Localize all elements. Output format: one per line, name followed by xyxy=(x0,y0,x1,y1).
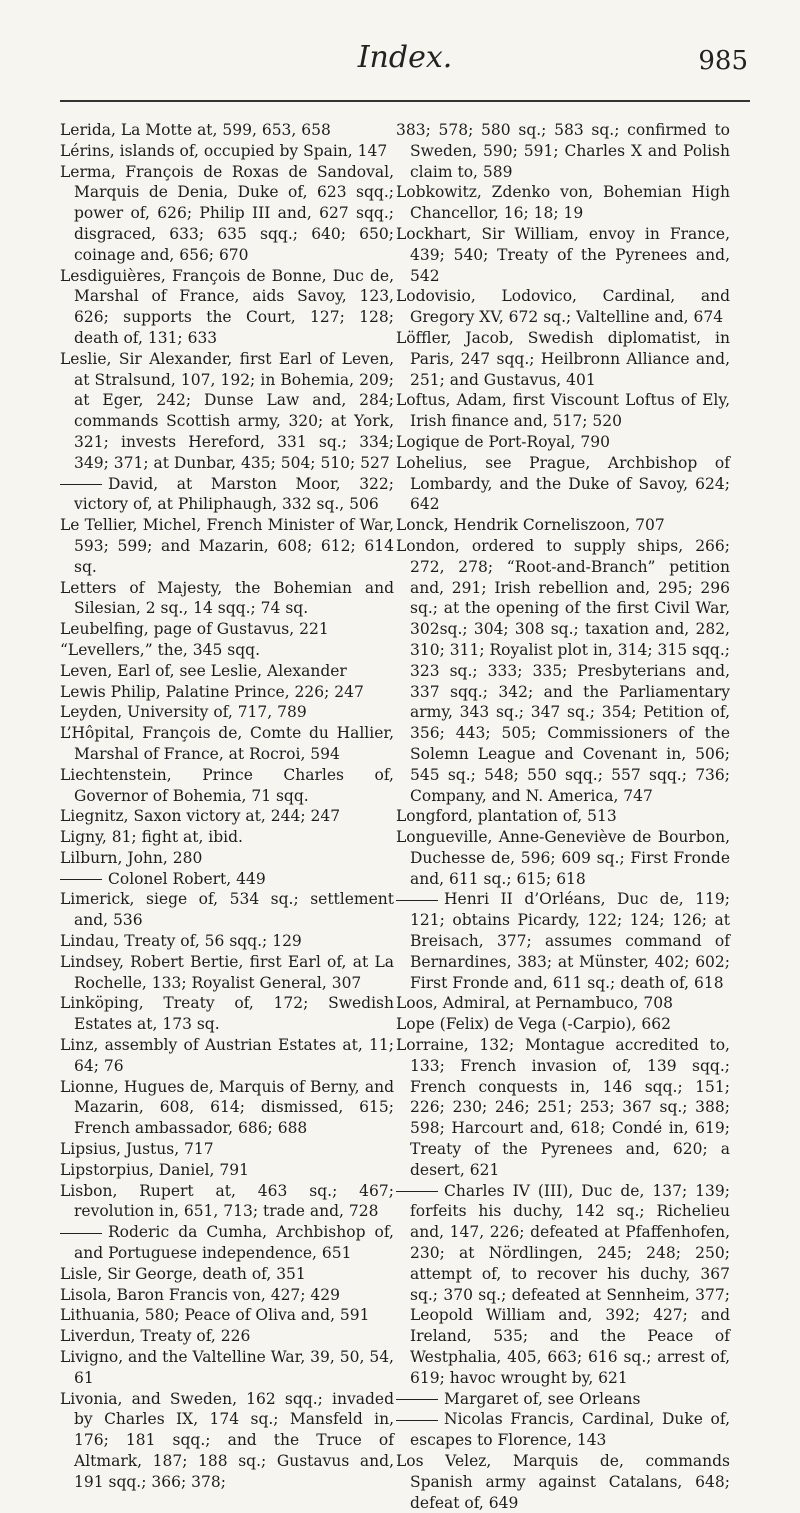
entry-text: Colonel Robert, 449 xyxy=(108,869,266,888)
index-subentry xyxy=(396,1409,730,1451)
index-entry xyxy=(60,848,394,869)
index-subentry xyxy=(396,1389,730,1410)
repeat-dash xyxy=(396,1399,438,1400)
index-entry xyxy=(60,765,394,807)
repeat-dash xyxy=(396,1420,438,1421)
index-entry xyxy=(60,266,394,349)
entry-text: Liverdun, Treaty of, 226 xyxy=(60,1327,251,1346)
index-entry xyxy=(396,328,730,390)
index-subentry xyxy=(396,1181,730,1389)
entry-text: Lope (Felix) de Vega (-Carpio), 662 xyxy=(396,1015,671,1034)
repeat-dash xyxy=(396,900,438,901)
entry-text: Los Velez, Marquis de, commands Spanish army against Catalans, 648; defeat of, 649 xyxy=(396,1452,730,1512)
index-entry xyxy=(396,390,730,432)
entry-text: Lewis Philip, Palatine Prince, 226; 247 xyxy=(60,682,364,701)
index-entry xyxy=(60,993,394,1035)
index-entry xyxy=(60,1139,394,1160)
entry-text: Lipstorpius, Daniel, 791 xyxy=(60,1160,249,1179)
index-column-right xyxy=(396,120,730,1513)
index-entry xyxy=(60,723,394,765)
page-header xyxy=(60,40,750,100)
header-rule xyxy=(60,100,750,102)
index-entry xyxy=(60,1285,394,1306)
entry-text: Lérins, islands of, occupied by Spain, 147 xyxy=(60,141,388,160)
index-entry xyxy=(60,1035,394,1077)
entry-text: Lisle, Sir George, death of, 351 xyxy=(60,1264,306,1283)
index-entry xyxy=(60,702,394,723)
entry-text: Le Tellier, Michel, French Minister of War, 593; 599; and Mazarin, 608; 612; 614 sq. xyxy=(60,516,394,576)
entry-text: Ligny, 81; fight at, ibid. xyxy=(60,828,243,847)
index-entry xyxy=(60,1077,394,1139)
index-entry xyxy=(60,515,394,577)
index-entry xyxy=(396,1014,730,1035)
index-column-left xyxy=(60,120,394,1493)
entry-text: Lisbon, Rupert at, 463 sq.; 467; revolution in, 651, 713; trade and, 728 xyxy=(60,1181,394,1221)
entry-text: L’Hôpital, François de, Comte du Hallier, Marshal of France, at Rocroi, 594 xyxy=(60,724,394,763)
index-entry xyxy=(60,162,394,266)
entry-text: Lindau, Treaty of, 56 sqq.; 129 xyxy=(60,932,302,951)
index-entry xyxy=(60,1264,394,1285)
entry-text: Linz, assembly of Austrian Estates at, 11; 64; 76 xyxy=(60,1036,394,1075)
entry-text: Lonck, Hendrik Corneliszoon, 707 xyxy=(396,516,665,535)
entry-text: Charles IV (III), Duc de, 137; 139; forfeits his duchy, 142 sq.; Richelieu and, 147, 226; defeated at Pfaffenhofen, 230; at Nördlingen, 245; 248; 250; attempt of, to recover his duchy, 367 sq.; 370 sq.; defeated at Sennheim, 377; Leopold William and, 392; 427; and Ireland, 535; and the Peace of Westphalia, 405, 663; 616 sq.; arrest of, 619; havoc wrought by, 621 xyxy=(410,1181,730,1387)
running-title: Index. xyxy=(357,40,453,75)
index-entry xyxy=(396,1035,730,1181)
repeat-dash xyxy=(60,1233,102,1234)
index-entry xyxy=(60,661,394,682)
index-entry xyxy=(60,1347,394,1389)
entry-text: Leubelfing, page of Gustavus, 221 xyxy=(60,620,329,639)
index-entry xyxy=(60,349,394,474)
index-entry xyxy=(60,806,394,827)
entry-text: Logique de Port-Royal, 790 xyxy=(396,432,610,451)
index-entry xyxy=(396,286,730,328)
index-entry xyxy=(60,120,394,141)
repeat-dash xyxy=(60,484,102,485)
entry-text: Leslie, Sir Alexander, first Earl of Leven, at Stralsund, 107, 192; in Bohemia, 209; at Eger, 242; Dunse Law and, 284; commands Scottish army, 320; at York, 321; invests Hereford, 331 sq.; 334; 349; 371; at Dunbar, 435; 504; 510; 527 xyxy=(60,349,394,472)
index-entry xyxy=(396,120,730,182)
entry-text: Letters of Majesty, the Bohemian and Silesian, 2 sq., 14 sqq.; 74 sq. xyxy=(60,578,394,618)
index-entry xyxy=(60,1305,394,1326)
entry-text: Livigno, and the Valtelline War, 39, 50, 54, 61 xyxy=(60,1348,394,1387)
entry-text: Henri II d’Orléans, Duc de, 119; 121; obtains Picardy, 122; 124; 126; at Breisach, 377; assumes command of Bernardines, 383; at Münster, 402; 602; First Fronde and, 611 sq.; death of, 618 xyxy=(410,890,730,992)
index-entry xyxy=(396,453,730,515)
entry-text: Lionne, Hugues de, Marquis of Berny, and Mazarin, 608, 614; dismissed, 615; French ambassador, 686; 688 xyxy=(60,1077,394,1138)
index-entry xyxy=(60,682,394,703)
entry-text: Lilburn, John, 280 xyxy=(60,848,203,867)
index-entry xyxy=(396,827,730,889)
entry-text: Loftus, Adam, first Viscount Loftus of Ely, Irish finance and, 517; 520 xyxy=(396,391,730,431)
index-entry xyxy=(396,806,730,827)
index-entry xyxy=(396,536,730,806)
entry-text: Loos, Admiral, at Pernambuco, 708 xyxy=(396,994,673,1013)
entry-text: “Levellers,” the, 345 sqq. xyxy=(60,640,261,659)
index-subentry xyxy=(60,869,394,890)
entry-text: Lerida, La Motte at, 599, 653, 658 xyxy=(60,121,331,139)
index-entry xyxy=(396,993,730,1014)
entry-text: Limerick, siege of, 534 sq.; settlement and, 536 xyxy=(60,890,394,930)
repeat-dash xyxy=(396,1191,438,1192)
entry-text: Margaret of, see Orleans xyxy=(444,1389,641,1408)
entry-text: Liegnitz, Saxon victory at, 244; 247 xyxy=(60,807,341,826)
entry-text: Lockhart, Sir William, envoy in France, 439; 540; Treaty of the Pyrenees and, 542 xyxy=(396,224,730,285)
entry-text: Liechtenstein, Prince Charles of, Governor of Bohemia, 71 sqq. xyxy=(60,765,394,805)
index-subentry xyxy=(396,889,730,993)
entry-text: London, ordered to supply ships, 266; 272, 278; “Root-and-Branch” petition and, 291; Irish rebellion and, 295; 296 sq.; at the opening of the first Civil War, 302sq.; 304; 308 sq.; taxation and, 282, 310; 311; Royalist plot in, 314; 315 sqq.; 323 sq.; 333; 335; Presbyterians and, 337 sqq.; 342; and the Parliamentary army, 343 sq.; 347 sq.; 354; Petition of, 356; 443; 505; Commissioners of the Solemn League and Covenant in, 506; 545 sq.; 548; 550 sqq.; 557 sqq.; 736; Company, and N. America, 747 xyxy=(396,536,730,805)
entry-text: Livonia, and Sweden, 162 sqq.; invaded by Charles IX, 174 sq.; Mansfeld in, 176; 181 sqq.; and the Truce of Altmark, 187; 188 sq.; Gustavus and, 191 sqq.; 366; 378; xyxy=(60,1389,394,1491)
index-entry xyxy=(60,931,394,952)
index-entry xyxy=(396,1451,730,1513)
entry-text: Nicolas Francis, Cardinal, Duke of, escapes to Florence, 143 xyxy=(410,1410,730,1450)
entry-text: Lobkowitz, Zdenko von, Bohemian High Chancellor, 16; 18; 19 xyxy=(396,183,730,223)
entry-text: Leven, Earl of, see Leslie, Alexander xyxy=(60,661,347,680)
index-entry xyxy=(60,141,394,162)
entry-text: Longueville, Anne-Geneviève de Bourbon, Duchesse de, 596; 609 sq.; First Fronde and, 611 sq.; 615; 618 xyxy=(396,828,730,888)
index-entry xyxy=(60,827,394,848)
entry-text: Lerma, François de Roxas de Sandoval, Marquis de Denia, Duke of, 623 sqq.; power of, 626; Philip III and, 627 sqq.; disgraced, 633; 635 sqq.; 640; 650; coinage and, 656; 670 xyxy=(60,162,394,264)
index-entry xyxy=(396,432,730,453)
entry-text: Lesdiguières, François de Bonne, Duc de, Marshal of France, aids Savoy, 123, 626; supports the Court, 127; 128; death of, 131; 633 xyxy=(60,266,394,347)
entry-text: Lorraine, 132; Montague accredited to, 133; French invasion of, 139 sqq.; French conquests in, 146 sqq.; 151; 226; 230; 246; 251; 253; 367 sq.; 388; 598; Harcourt and, 618; Condé in, 619; Treaty of the Pyrenees and, 620; a desert, 621 xyxy=(396,1036,730,1179)
entry-text: 383; 578; 580 sq.; 583 sq.; confirmed to Sweden, 590; 591; Charles X and Polish claim to, 589 xyxy=(396,121,730,181)
index-entry xyxy=(396,182,730,224)
entry-text: Lipsius, Justus, 717 xyxy=(60,1140,214,1159)
entry-text: David, at Marston Moor, 322; victory of, at Philiphaugh, 332 sq., 506 xyxy=(74,474,394,514)
index-entry xyxy=(60,952,394,994)
index-entry xyxy=(60,889,394,931)
entry-text: Lindsey, Robert Bertie, first Earl of, at La Rochelle, 133; Royalist General, 307 xyxy=(60,952,394,992)
repeat-dash xyxy=(60,879,102,880)
entry-text: Lodovisio, Lodovico, Cardinal, and Gregory XV, 672 sq.; Valtelline and, 674 xyxy=(396,287,730,327)
entry-text: Linköping, Treaty of, 172; Swedish Estates at, 173 sq. xyxy=(60,994,394,1034)
entry-text: Löffler, Jacob, Swedish diplomatist, in Paris, 247 sqq.; Heilbronn Alliance and, 251; and Gustavus, 401 xyxy=(396,328,730,389)
index-entry xyxy=(60,1389,394,1493)
index-entry xyxy=(60,1326,394,1347)
index-subentry xyxy=(60,474,394,516)
entry-text: Roderic da Cumha, Archbishop of, and Portuguese independence, 651 xyxy=(74,1223,394,1263)
index-entry xyxy=(396,224,730,286)
index-entry xyxy=(60,1160,394,1181)
entry-text: Lisola, Baron Francis von, 427; 429 xyxy=(60,1285,341,1304)
index-entry xyxy=(60,1181,394,1223)
index-entry xyxy=(60,640,394,661)
index-entry xyxy=(396,515,730,536)
page-number: 985 xyxy=(698,46,748,76)
entry-text: Lohelius, see Prague, Archbishop of Lombardy, and the Duke of Savoy, 624; 642 xyxy=(396,453,730,514)
index-entry xyxy=(60,578,394,620)
index-subentry xyxy=(60,1222,394,1264)
entry-text: Leyden, University of, 717, 789 xyxy=(60,703,307,722)
entry-text: Lithuania, 580; Peace of Oliva and, 591 xyxy=(60,1306,370,1325)
entry-text: Longford, plantation of, 513 xyxy=(396,807,617,826)
index-entry xyxy=(60,619,394,640)
